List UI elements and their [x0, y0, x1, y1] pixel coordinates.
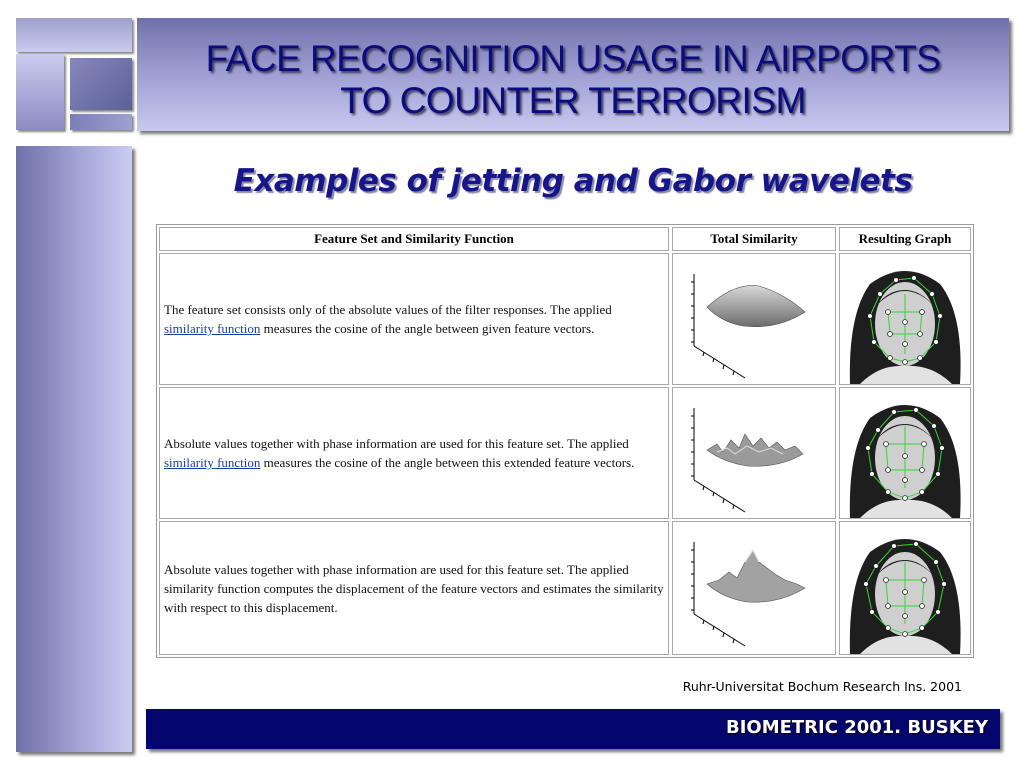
row-2-text: Absolute values together with phase information are used for this feature set. The applied	[164, 436, 629, 451]
header-feature-set: Feature Set and Similarity Function	[159, 227, 669, 251]
row-1-text-end: measures the cosine of the angle between given feature vectors.	[260, 321, 595, 336]
row-1-similarity-plot	[672, 253, 836, 385]
row-2-text-end: measures the cosine of the angle between this extended feature vectors.	[260, 455, 635, 470]
slide-title-line1: FACE RECOGNITION USAGE IN AIRPORTS	[205, 38, 941, 79]
row-2-description	[159, 387, 669, 519]
header-resulting-graph: Resulting Graph	[839, 227, 971, 251]
footer-text: BIOMETRIC 2001. BUSKEY	[725, 717, 988, 738]
slide-title-line2: TO COUNTER TERRORISM	[340, 80, 806, 121]
surface-plot-smooth-icon	[673, 254, 835, 384]
face-graph-2-icon	[840, 388, 970, 518]
slide-subtitle: Examples of jetting and Gabor wavelets	[233, 163, 913, 199]
row-3-similarity-plot	[672, 521, 836, 655]
left-sidebar	[16, 146, 132, 752]
row-1-description	[159, 253, 669, 385]
row-1-similarity-link[interactable]: similarity function	[164, 321, 261, 336]
header-total-similarity: Total Similarity	[672, 227, 836, 251]
face-graph-3-icon	[840, 522, 970, 654]
title-banner	[137, 18, 1009, 131]
logo-bar-top	[16, 18, 132, 52]
feature-table	[156, 224, 974, 658]
source-credit: Ruhr-Universitat Bochum Research Ins. 2001	[682, 679, 962, 694]
face-graph-1-icon	[840, 254, 970, 384]
surface-plot-peaked-icon	[673, 522, 835, 654]
row-1-text: The feature set consists only of the absolute values of the filter responses. The applied	[164, 302, 612, 317]
row-1-face-graph	[839, 253, 971, 385]
logo-bar-bottom	[70, 114, 132, 130]
slide-logo	[16, 18, 132, 130]
row-3-text: Absolute values together with phase information are used for this feature set. The applied similarity function computes the displacement of the feature vectors and estimates the similarity with respect to this displacement.	[164, 561, 664, 615]
logo-square	[70, 58, 132, 110]
footer-bar	[146, 709, 1000, 749]
row-2-face-graph	[839, 387, 971, 519]
row-2-similarity-plot	[672, 387, 836, 519]
surface-plot-rough-icon	[673, 388, 835, 518]
row-3-description	[159, 521, 669, 655]
logo-bar-left	[16, 54, 64, 130]
row-2-similarity-link[interactable]: similarity function	[164, 455, 261, 470]
row-3-face-graph	[839, 521, 971, 655]
